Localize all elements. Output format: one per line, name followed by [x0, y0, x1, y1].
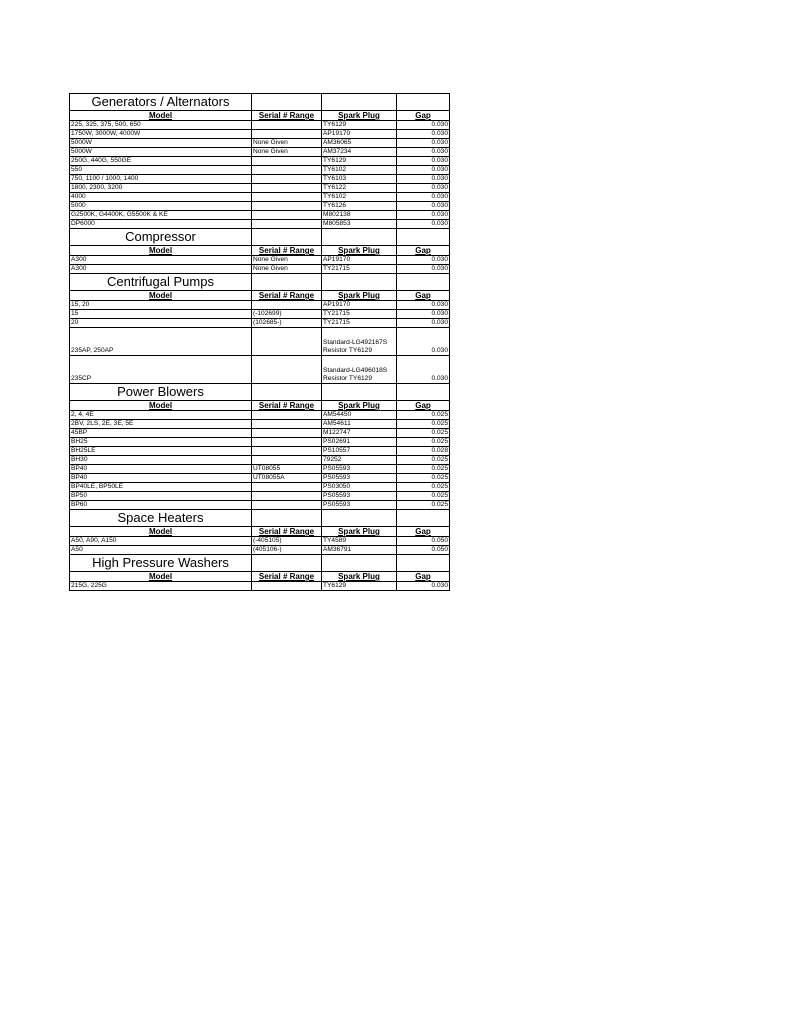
table-row — [70, 301, 450, 310]
gap-header-label: Gap — [415, 111, 431, 120]
gap-cell: 0.030 — [397, 220, 450, 229]
model-cell: 20 — [70, 319, 252, 328]
table-row — [70, 546, 450, 555]
model-header — [70, 291, 252, 301]
table-row — [70, 438, 450, 447]
serial-range-cell — [252, 492, 322, 501]
serial-range-cell — [252, 483, 322, 492]
section-title-blank — [322, 510, 397, 527]
column-header-row — [70, 291, 450, 301]
gap-cell: 0.025 — [397, 492, 450, 501]
serial-range-cell — [252, 175, 322, 184]
model-header-label: Model — [148, 572, 173, 581]
table-row — [70, 256, 450, 265]
gap-header — [397, 246, 450, 256]
spark-plug-cell: Standard-LG496018S Resistor TY6129 — [322, 356, 397, 384]
gap-cell: 0.030 — [397, 157, 450, 166]
spark-plug-cell: AM36065 — [322, 139, 397, 148]
serial-range-header — [252, 527, 322, 537]
gap-cell: 0.030 — [397, 301, 450, 310]
serial-range-cell — [252, 211, 322, 220]
table-row — [70, 483, 450, 492]
section-title-blank — [322, 274, 397, 291]
table-row — [70, 356, 450, 384]
spark-plug-cell: PS05593 — [322, 501, 397, 510]
gap-cell: 0.025 — [397, 456, 450, 465]
serial-range-cell — [252, 220, 322, 229]
gap-cell: 0.030 — [397, 356, 450, 384]
serial-range-cell — [252, 166, 322, 175]
column-header-row — [70, 111, 450, 121]
model-header — [70, 246, 252, 256]
table-row — [70, 492, 450, 501]
section-title-blank — [252, 274, 322, 291]
table-row — [70, 184, 450, 193]
serial-range-header — [252, 401, 322, 411]
model-cell: 215G, 225G — [70, 582, 252, 591]
section-title-row — [70, 94, 450, 111]
section-title-blank — [322, 229, 397, 246]
model-cell: 2BV, 2LS, 2E, 3E, 5E — [70, 420, 252, 429]
model-header — [70, 527, 252, 537]
spark-plug-cell: PS10557 — [322, 447, 397, 456]
spark-plug-header-label: Spark Plug — [338, 572, 380, 581]
section-title-row — [70, 555, 450, 572]
spark-plug-cell: TY6126 — [322, 202, 397, 211]
gap-cell: 0.025 — [397, 501, 450, 510]
serial-range-cell — [252, 438, 322, 447]
table-row — [70, 411, 450, 420]
spark-plug-header-label: Spark Plug — [338, 401, 380, 410]
serial-range-cell — [252, 130, 322, 139]
serial-range-cell: None Given — [252, 265, 322, 274]
model-cell: 1750W, 3000W, 4000W — [70, 130, 252, 139]
gap-cell: 0.025 — [397, 420, 450, 429]
section-title: Generators / Alternators — [70, 94, 252, 111]
section-title-blank — [252, 384, 322, 401]
gap-cell: 0.030 — [397, 121, 450, 130]
gap-cell: 0.050 — [397, 546, 450, 555]
model-cell: BP50 — [70, 492, 252, 501]
spark-plug-cell: M122747 — [322, 429, 397, 438]
section-title-blank — [397, 274, 450, 291]
serial-range-cell — [252, 184, 322, 193]
model-cell: BH30 — [70, 456, 252, 465]
model-cell: A50, A90, A150 — [70, 537, 252, 546]
gap-cell: 0.030 — [397, 193, 450, 202]
serial-range-cell — [252, 456, 322, 465]
model-cell: BP40 — [70, 474, 252, 483]
table-row — [70, 157, 450, 166]
spark-plug-cell: M805853 — [322, 220, 397, 229]
model-cell: 235CP — [70, 356, 252, 384]
serial-range-cell: UT08055 — [252, 465, 322, 474]
table-row — [70, 474, 450, 483]
model-cell: A50 — [70, 546, 252, 555]
gap-cell: 0.030 — [397, 202, 450, 211]
serial-range-cell: None Given — [252, 256, 322, 265]
table-row — [70, 456, 450, 465]
serial-range-header — [252, 572, 322, 582]
serial-range-header-label: Serial # Range — [258, 111, 315, 120]
table-row — [70, 537, 450, 546]
model-cell: 750, 1100 / 1000, 1400 — [70, 175, 252, 184]
spark-plug-cell: Standard-LG492167S Resistor TY6129 — [322, 328, 397, 356]
table-row — [70, 501, 450, 510]
spark-plug-header — [322, 572, 397, 582]
gap-cell: 0.025 — [397, 438, 450, 447]
table-row — [70, 465, 450, 474]
gap-cell: 0.050 — [397, 537, 450, 546]
section-title-blank — [252, 555, 322, 572]
table-row — [70, 265, 450, 274]
model-header — [70, 401, 252, 411]
spark-plug-header-label: Spark Plug — [338, 527, 380, 536]
serial-range-cell — [252, 193, 322, 202]
model-cell: 225, 325, 375, 500, 650 — [70, 121, 252, 130]
gap-cell: 0.030 — [397, 310, 450, 319]
gap-cell: 0.025 — [397, 429, 450, 438]
model-cell: 15, 20 — [70, 301, 252, 310]
spark-plug-header-label: Spark Plug — [338, 111, 380, 120]
section-title: Compressor — [70, 229, 252, 246]
spark-plug-header-label: Spark Plug — [338, 291, 380, 300]
model-cell: G2500K, G4400K, G5500K & KE — [70, 211, 252, 220]
spark-plug-table — [69, 93, 450, 591]
serial-range-cell — [252, 356, 322, 384]
section-title-blank — [397, 510, 450, 527]
table-row — [70, 166, 450, 175]
spark-plug-cell: TY6122 — [322, 184, 397, 193]
spark-plug-cell: TY21715 — [322, 319, 397, 328]
table-row — [70, 202, 450, 211]
serial-range-cell: None Given — [252, 148, 322, 157]
model-cell: BP60 — [70, 501, 252, 510]
spark-plug-cell: AM54450 — [322, 411, 397, 420]
model-header-label: Model — [148, 401, 173, 410]
spark-plug-cell: TY6102 — [322, 193, 397, 202]
gap-cell: 0.030 — [397, 184, 450, 193]
table-row — [70, 420, 450, 429]
section-title-blank — [252, 94, 322, 111]
spark-plug-cell: AM54611 — [322, 420, 397, 429]
serial-range-header-label: Serial # Range — [258, 572, 315, 581]
table-row — [70, 582, 450, 591]
model-cell: 5000W — [70, 139, 252, 148]
section-title-blank — [397, 384, 450, 401]
model-header — [70, 572, 252, 582]
table-row — [70, 211, 450, 220]
serial-range-header-label: Serial # Range — [258, 246, 315, 255]
section-title: High Pressure Washers — [70, 555, 252, 572]
table-row — [70, 193, 450, 202]
serial-range-header-label: Serial # Range — [258, 527, 315, 536]
model-cell: 5000 — [70, 202, 252, 211]
gap-header-label: Gap — [415, 572, 431, 581]
spark-plug-cell: TY6129 — [322, 157, 397, 166]
gap-cell: 0.030 — [397, 319, 450, 328]
spark-plug-cell: TY21715 — [322, 310, 397, 319]
serial-range-cell — [252, 420, 322, 429]
spark-plug-cell: AP19170 — [322, 301, 397, 310]
gap-header-label: Gap — [415, 401, 431, 410]
model-header-label: Model — [148, 527, 173, 536]
section-title-blank — [252, 510, 322, 527]
gap-cell: 0.030 — [397, 582, 450, 591]
gap-cell: 0.030 — [397, 175, 450, 184]
serial-range-cell — [252, 429, 322, 438]
spark-plug-cell: PS05593 — [322, 492, 397, 501]
serial-range-cell — [252, 582, 322, 591]
gap-cell: 0.030 — [397, 166, 450, 175]
section-title-row — [70, 229, 450, 246]
serial-range-cell — [252, 501, 322, 510]
column-header-row — [70, 401, 450, 411]
spark-plug-header — [322, 527, 397, 537]
spark-plug-cell: AP19170 — [322, 130, 397, 139]
model-cell: A300 — [70, 256, 252, 265]
column-header-row — [70, 246, 450, 256]
gap-header-label: Gap — [415, 527, 431, 536]
section-title-blank — [322, 384, 397, 401]
gap-header — [397, 111, 450, 121]
table-row — [70, 220, 450, 229]
serial-range-cell: (102685-) — [252, 319, 322, 328]
spark-plug-header — [322, 401, 397, 411]
serial-range-header-label: Serial # Range — [258, 401, 315, 410]
serial-range-cell: UT08055A — [252, 474, 322, 483]
spark-plug-cell: M802138 — [322, 211, 397, 220]
spark-plug-cell: TY6102 — [322, 166, 397, 175]
serial-range-cell — [252, 157, 322, 166]
serial-range-header — [252, 111, 322, 121]
model-cell: 235AP, 250AP — [70, 328, 252, 356]
spark-plug-cell: TY6103 — [322, 175, 397, 184]
model-cell: BP40 — [70, 465, 252, 474]
spark-plug-header — [322, 291, 397, 301]
gap-cell: 0.030 — [397, 130, 450, 139]
section-title: Centrifugal Pumps — [70, 274, 252, 291]
model-header-label: Model — [148, 291, 173, 300]
table-row — [70, 429, 450, 438]
model-header-label: Model — [148, 111, 173, 120]
spark-plug-header — [322, 111, 397, 121]
spark-plug-header — [322, 246, 397, 256]
model-cell: A300 — [70, 265, 252, 274]
table-row — [70, 310, 450, 319]
model-cell: 45BP — [70, 429, 252, 438]
gap-cell: 0.030 — [397, 139, 450, 148]
serial-range-header-label: Serial # Range — [258, 291, 315, 300]
gap-header — [397, 527, 450, 537]
section-title-blank — [322, 555, 397, 572]
spark-plug-cell: AM37234 — [322, 148, 397, 157]
gap-cell: 0.025 — [397, 465, 450, 474]
table-row — [70, 328, 450, 356]
model-cell: 4000 — [70, 193, 252, 202]
gap-cell: 0.030 — [397, 256, 450, 265]
spark-plug-cell: PS02691 — [322, 438, 397, 447]
serial-range-cell — [252, 411, 322, 420]
model-header-label: Model — [148, 246, 173, 255]
spark-plug-cell: AM36791 — [322, 546, 397, 555]
serial-range-cell: (405106-) — [252, 546, 322, 555]
serial-range-cell — [252, 202, 322, 211]
spark-plug-cell: PS05593 — [322, 474, 397, 483]
spark-plug-cell: AP19170 — [322, 256, 397, 265]
section-title-row — [70, 384, 450, 401]
gap-cell: 0.028 — [397, 447, 450, 456]
model-cell: 15 — [70, 310, 252, 319]
table-row — [70, 121, 450, 130]
serial-range-header — [252, 246, 322, 256]
serial-range-cell — [252, 447, 322, 456]
gap-cell: 0.030 — [397, 265, 450, 274]
gap-cell: 0.025 — [397, 411, 450, 420]
table-row — [70, 447, 450, 456]
spark-plug-header-label: Spark Plug — [338, 246, 380, 255]
spark-plug-cell: TY6129 — [322, 582, 397, 591]
section-title-blank — [252, 229, 322, 246]
spark-plug-cell: PS03050 — [322, 483, 397, 492]
table-row — [70, 130, 450, 139]
gap-cell: 0.025 — [397, 474, 450, 483]
gap-header — [397, 291, 450, 301]
serial-range-header — [252, 291, 322, 301]
model-cell: 550 — [70, 166, 252, 175]
model-cell: 250G, 440G, 550GE — [70, 157, 252, 166]
spark-plug-cell: TY4589 — [322, 537, 397, 546]
serial-range-cell — [252, 301, 322, 310]
gap-cell: 0.030 — [397, 211, 450, 220]
serial-range-cell: (-405105) — [252, 537, 322, 546]
spark-plug-cell: TY6129 — [322, 121, 397, 130]
section-title: Space Heaters — [70, 510, 252, 527]
table-row — [70, 139, 450, 148]
spark-plug-cell: PS05593 — [322, 465, 397, 474]
column-header-row — [70, 572, 450, 582]
gap-header — [397, 572, 450, 582]
model-cell: BH25LE — [70, 447, 252, 456]
section-title-blank — [397, 229, 450, 246]
table-row — [70, 148, 450, 157]
column-header-row — [70, 527, 450, 537]
model-cell: 1800, 2300, 3200 — [70, 184, 252, 193]
gap-cell: 0.025 — [397, 483, 450, 492]
gap-cell: 0.030 — [397, 148, 450, 157]
model-cell: BH25 — [70, 438, 252, 447]
serial-range-cell — [252, 328, 322, 356]
table-row — [70, 175, 450, 184]
gap-header — [397, 401, 450, 411]
model-cell: 2, 4, 4E — [70, 411, 252, 420]
section-title-blank — [397, 94, 450, 111]
model-header — [70, 111, 252, 121]
spark-plug-cell: TY21715 — [322, 265, 397, 274]
section-title: Power Blowers — [70, 384, 252, 401]
section-title-row — [70, 510, 450, 527]
model-cell: 5000W — [70, 148, 252, 157]
serial-range-cell: (-102699) — [252, 310, 322, 319]
serial-range-cell — [252, 121, 322, 130]
spark-plug-table-body — [70, 94, 450, 591]
model-cell: BP40LE, BP50LE — [70, 483, 252, 492]
gap-header-label: Gap — [415, 246, 431, 255]
gap-cell: 0.030 — [397, 328, 450, 356]
section-title-row — [70, 274, 450, 291]
section-title-blank — [397, 555, 450, 572]
gap-header-label: Gap — [415, 291, 431, 300]
table-row — [70, 319, 450, 328]
model-cell: DP6000 — [70, 220, 252, 229]
serial-range-cell: None Given — [252, 139, 322, 148]
section-title-blank — [322, 94, 397, 111]
spark-plug-cell: 79252 — [322, 456, 397, 465]
